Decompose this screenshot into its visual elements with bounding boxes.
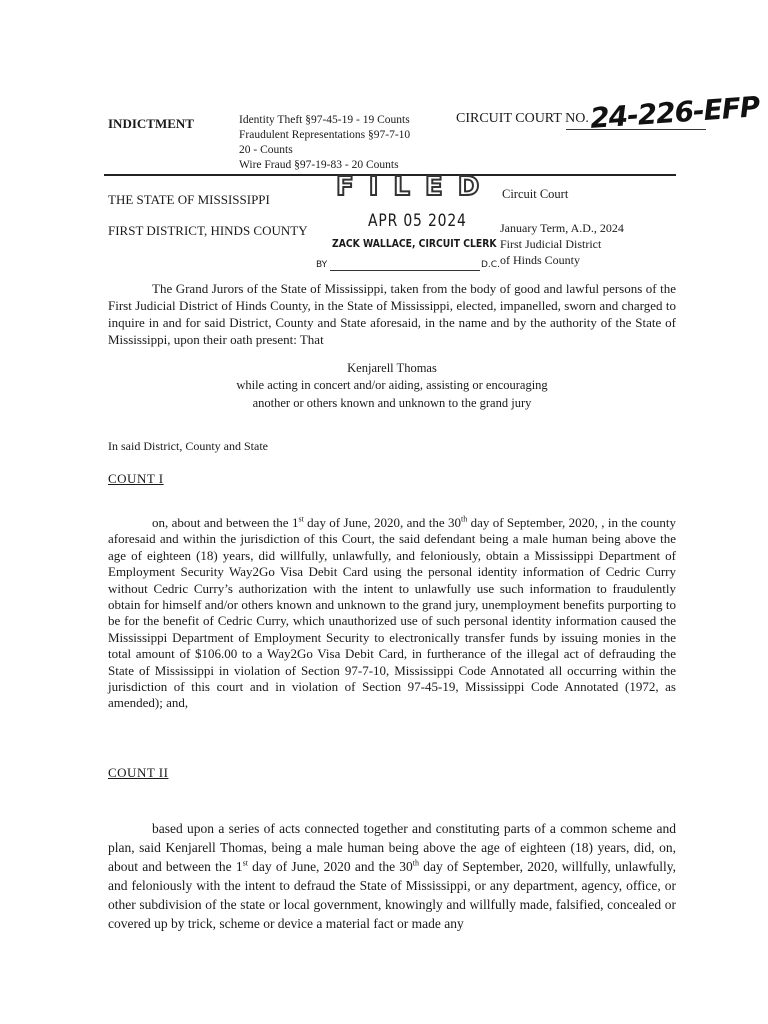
defendant-name: Kenjarell Thomas [347, 361, 437, 375]
term-line: of Hinds County [500, 253, 581, 267]
count-text: day of September, 2020, willfully, unlawfully, and feloniously with the intent to defraud the State of Mississippi, or any department, agency, office, or other subdivision of the state or local government, knowingly and willfully made, falsified, concealed or covered up by trick, scheme or device a material fact or made any [108, 859, 677, 931]
case-county: FIRST DISTRICT, HINDS COUNTY [108, 223, 308, 238]
ordinal-suffix: st [298, 514, 304, 524]
handwritten-case-number: 24-226-EFP [589, 90, 761, 135]
count-text: day of September, 2020, , in the county aforesaid and within the jurisdiction of this Court, the said defendant being a male human being above the age of eighteen (18) years, did willfully, unlawfully, and feloniously, obtain a Mississippi Department of Employment Security Way2Go Visa Debit Card using the personal identity information of Cedric Curry without Cedric Curry’s authorization with the intent to unlawfully use such information to fraudulently obtain for himself and/or others known and unknown to the grand jury, unemployment benefits purporting to be for the benefit of Cedric Curry, which unauthorized use of such personal identity information caused the Mississippi Department of Employment Security to electronically transfer funds by issuing monies in the total amount of $106.00 to a Way2Go Visa Debit Card, in furtherance of the illegal act of defrauding the State of Mississippi in violation of Section 97-7-10, Mississippi Code Annotated all occurring within the jurisdiction of this court and in violation of Section 97-45-19, Mississippi Code Annotated (1972, as amended); and, [108, 515, 676, 711]
stamp-date: APR 05 2024 [368, 211, 467, 231]
stamp-clerk: ZACK WALLACE, CIRCUIT CLERK [332, 238, 497, 250]
charge-line: 20 - Counts [239, 144, 293, 156]
court-name: Circuit Court [502, 187, 569, 201]
intro-paragraph: The Grand Jurors of the State of Mississippi, taken from the body of good and lawful persons of the First Judicial District of Hinds County, in the State of Mississippi, elected, impanelled, sworn and charged to inquire in and for said District, County and State aforesaid, in the name and by the authority of the State of Mississippi, upon their oath present: That [108, 281, 676, 347]
concert-line: another or others known and unknown to the grand jury [252, 396, 532, 410]
count-heading: COUNT II [108, 765, 169, 780]
count-heading: COUNT I [108, 471, 164, 486]
term-line: January Term, A.D., 2024 [500, 221, 624, 235]
count-paragraph [108, 515, 676, 712]
count-text: day of June, 2020, and the 30 [303, 515, 461, 530]
stamp-by-label: BY [316, 260, 328, 270]
case-party-state: THE STATE OF MISSISSIPPI [108, 192, 270, 207]
document-title: INDICTMENT [108, 116, 194, 131]
stamp-signature-line [330, 270, 480, 271]
district-line: In said District, County and State [108, 439, 268, 453]
ordinal-suffix: st [242, 858, 248, 868]
count-text: day of June, 2020 and the 30 [247, 859, 413, 874]
ordinal-suffix: th [412, 858, 420, 868]
court-number-label: CIRCUIT COURT NO. [456, 111, 589, 126]
concert-line: while acting in concert and/or aiding, assisting or encouraging [236, 378, 548, 392]
count-text: on, about and between the 1 [152, 515, 299, 530]
charge-line: Identity Theft §97-45-19 - 19 Counts [239, 114, 410, 126]
charge-line: Fraudulent Representations §97-7-10 [239, 129, 411, 141]
stamp-dc-label: D.C. [481, 260, 500, 270]
count-paragraph [108, 819, 676, 933]
court-term [500, 220, 624, 268]
term-line: First Judicial District [500, 237, 602, 251]
filed-stamp: FILED [336, 172, 495, 202]
count-text: based upon a series of acts connected together and constituting parts of a common scheme and plan, said Kenjarell Thomas, being a male human being above the age of eighteen (18) years, did, on, about and between the 1 [108, 821, 676, 874]
ordinal-suffix: th [460, 514, 468, 524]
charge-line: Wire Fraud §97-19-83 - 20 Counts [239, 159, 399, 171]
charges-list [239, 113, 410, 173]
